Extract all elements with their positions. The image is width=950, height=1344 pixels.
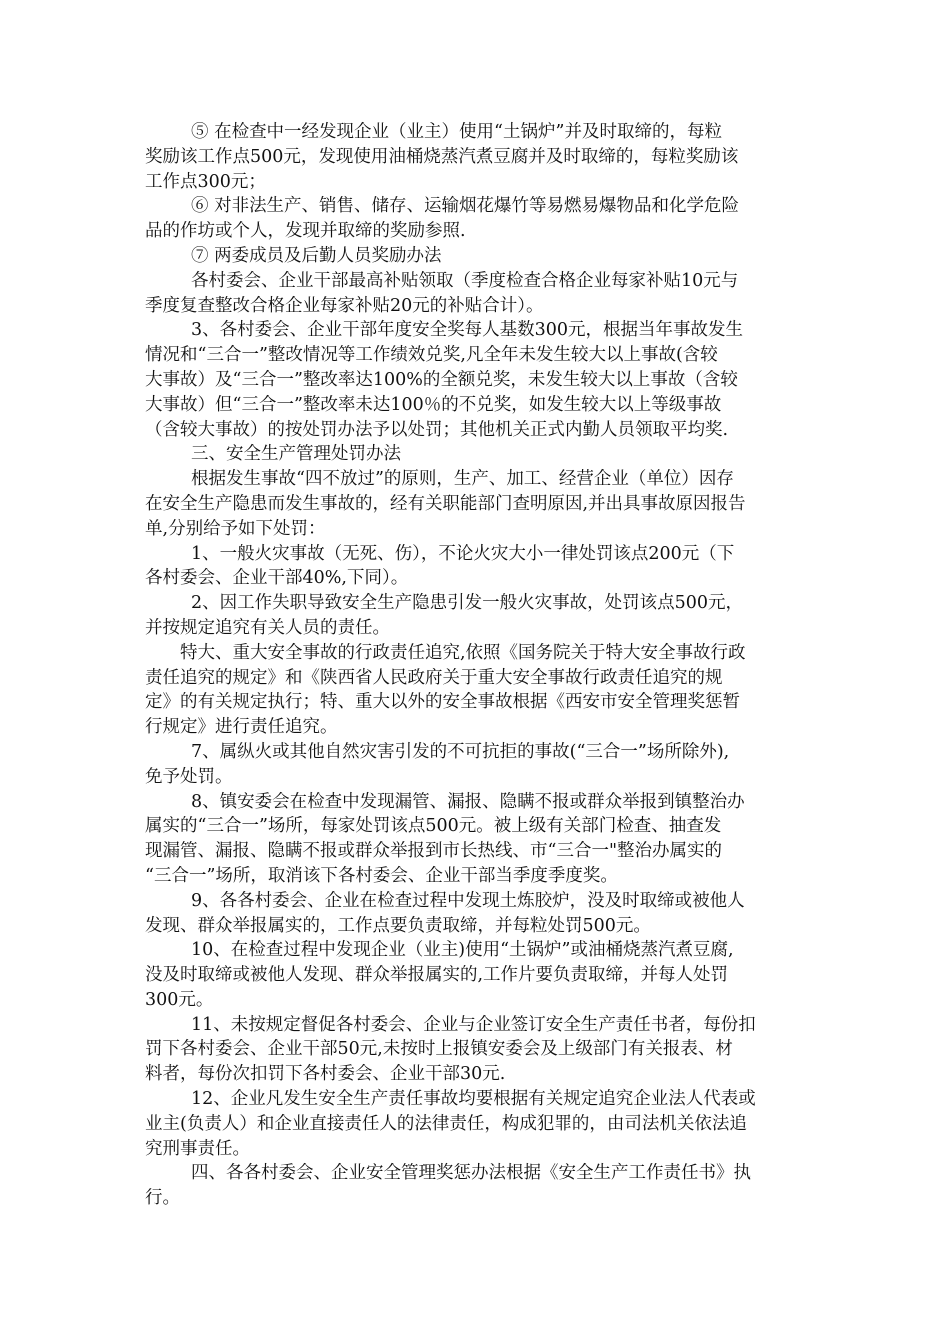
- text-line: （含较大事故）的按处罚办法予以处罚；其他机关正式内勤人员领取平均奖.: [145, 419, 729, 440]
- text-line: 各村委会、企业干部最高补贴领取（季度检查合格企业每家补贴10元与: [191, 270, 739, 291]
- text-line: 在安全生产隐患而发生事故的，经有关职能部门查明原因,并出具事故原因报告: [145, 493, 746, 514]
- text-line: ⑥ 对非法生产、销售、储存、运输烟花爆竹等易燃易爆物品和化学危险: [191, 196, 740, 217]
- text-line: 10、在检查过程中发现企业（业主)使用“土锅炉”或油桶烧蒸汽煮豆腐,: [191, 940, 734, 961]
- text-line: 季度复查整改合格企业每家补贴20元的补贴合计）。: [145, 295, 544, 316]
- text-line: 特大、重大安全事故的行政责任追究,依照《国务院关于特大安全事故行政: [180, 642, 746, 663]
- text-line: 现漏管、漏报、隐瞒不报或群众举报到市长热线、市“三合一"整治办属实的: [145, 841, 722, 862]
- text-line: “三合一”场所，取消该下各村委会、企业干部当季度季度奖。: [145, 865, 618, 886]
- text-line: 11、未按规定督促各村委会、企业与企业签订安全生产责任书者，每份扣: [191, 1014, 756, 1035]
- text-line: 2、因工作失职导致安全生产隐患引发一般火灾事故，处罚该点500元，: [191, 593, 744, 614]
- text-line: 大事故）但“三合一”整改率未达100％的不兑奖，如发生较大以上等级事故: [145, 394, 722, 415]
- text-line: 情况和“三合一”整改情况等工作绩效兑奖,凡全年未发生较大以上事故(含较: [145, 345, 718, 366]
- text-line: 四、各各村委会、企业安全管理奖惩办法根据《安全生产工作责任书》执: [191, 1163, 751, 1184]
- document-page: [145, 120, 810, 1211]
- text-line: 行规定》进行责任追究。: [145, 717, 338, 738]
- text-line: 300元。: [145, 989, 214, 1010]
- text-line: 责任追究的规定》和《陕西省人民政府关于重大安全事故行政责任追究的规: [145, 667, 723, 688]
- text-line: 1、一般火灾事故（无死、伤），不论火灾大小一律处罚该点200元（下: [191, 543, 735, 564]
- text-line: 品的作坊或个人，发现并取缔的奖励参照.: [145, 221, 466, 242]
- text-line: 发现、群众举报属实的，工作点要负责取缔，并每粒处罚500元。: [145, 915, 651, 936]
- text-line: ⑤ 在检查中一经发现企业（业主）使用“土锅炉”并及时取缔的，每粒: [191, 122, 722, 142]
- text-line: 7、属纵火或其他自然灾害引发的不可抗拒的事故(“三合一”场所除外),: [191, 741, 730, 762]
- text-line: 3、各村委会、企业干部年度安全奖每人基数300元，根据当年事故发生: [191, 320, 744, 341]
- text-line: 行。: [145, 1188, 180, 1209]
- text-line: 单,分别给予如下处罚：: [145, 518, 326, 539]
- text-line: 定》的有关规定执行；特、重大以外的安全事故根据《西安市安全管理奖惩暂: [145, 692, 740, 713]
- text-line: 没及时取缔或被他人发现、群众举报属实的,工作片要负责取缔，并每人处罚: [145, 965, 729, 986]
- text-line: 罚下各村委会、企业干部50元,未按时上报镇安委会及上级部门有关报表、材: [145, 1039, 733, 1060]
- text-line: 12、企业凡发生安全生产责任事故均要根据有关规定追究企业法人代表或: [191, 1089, 756, 1110]
- text-line: 8、镇安委会在检查中发现漏管、漏报、隐瞒不报或群众举报到镇整治办: [191, 791, 745, 812]
- text-line: 奖励该工作点500元，发现使用油桶烧蒸汽煮豆腐并及时取缔的，每粒奖励该: [145, 146, 739, 167]
- text-line: 9、各各村委会、企业在检查过程中发现土炼胶炉，没及时取缔或被他人: [191, 890, 745, 911]
- text-line: 并按规定追究有关人员的责任。: [145, 617, 390, 638]
- text-line: 工作点300元；: [145, 171, 266, 192]
- text-line: ⑦ 两委成员及后勤人员奖励办法: [191, 245, 442, 266]
- text-line: 料者，每份次扣罚下各村委会、企业干部30元.: [145, 1064, 506, 1085]
- text-line: 三、安全生产管理处罚办法: [191, 444, 401, 465]
- text-line: 根据发生事故“四不放过”的原则，生产、加工、经营企业（单位）因存: [191, 469, 734, 490]
- text-line: 各村委会、企业干部40%,下同）。: [145, 568, 409, 589]
- text-line: 免予处罚。: [145, 766, 233, 787]
- text-line: 业主(负责人）和企业直接责任人的法律责任，构成犯罪的，由司法机关依法追: [145, 1113, 747, 1134]
- text-line: 究刑事责任。: [145, 1138, 250, 1159]
- text-line: 大事故）及“三合一”整改率达100%的全额兑奖，未发生较大以上事故（含较: [145, 369, 738, 390]
- text-line: 属实的“三合一”场所，每家处罚该点500元。被上级有关部门检查、抽查发: [145, 816, 722, 837]
